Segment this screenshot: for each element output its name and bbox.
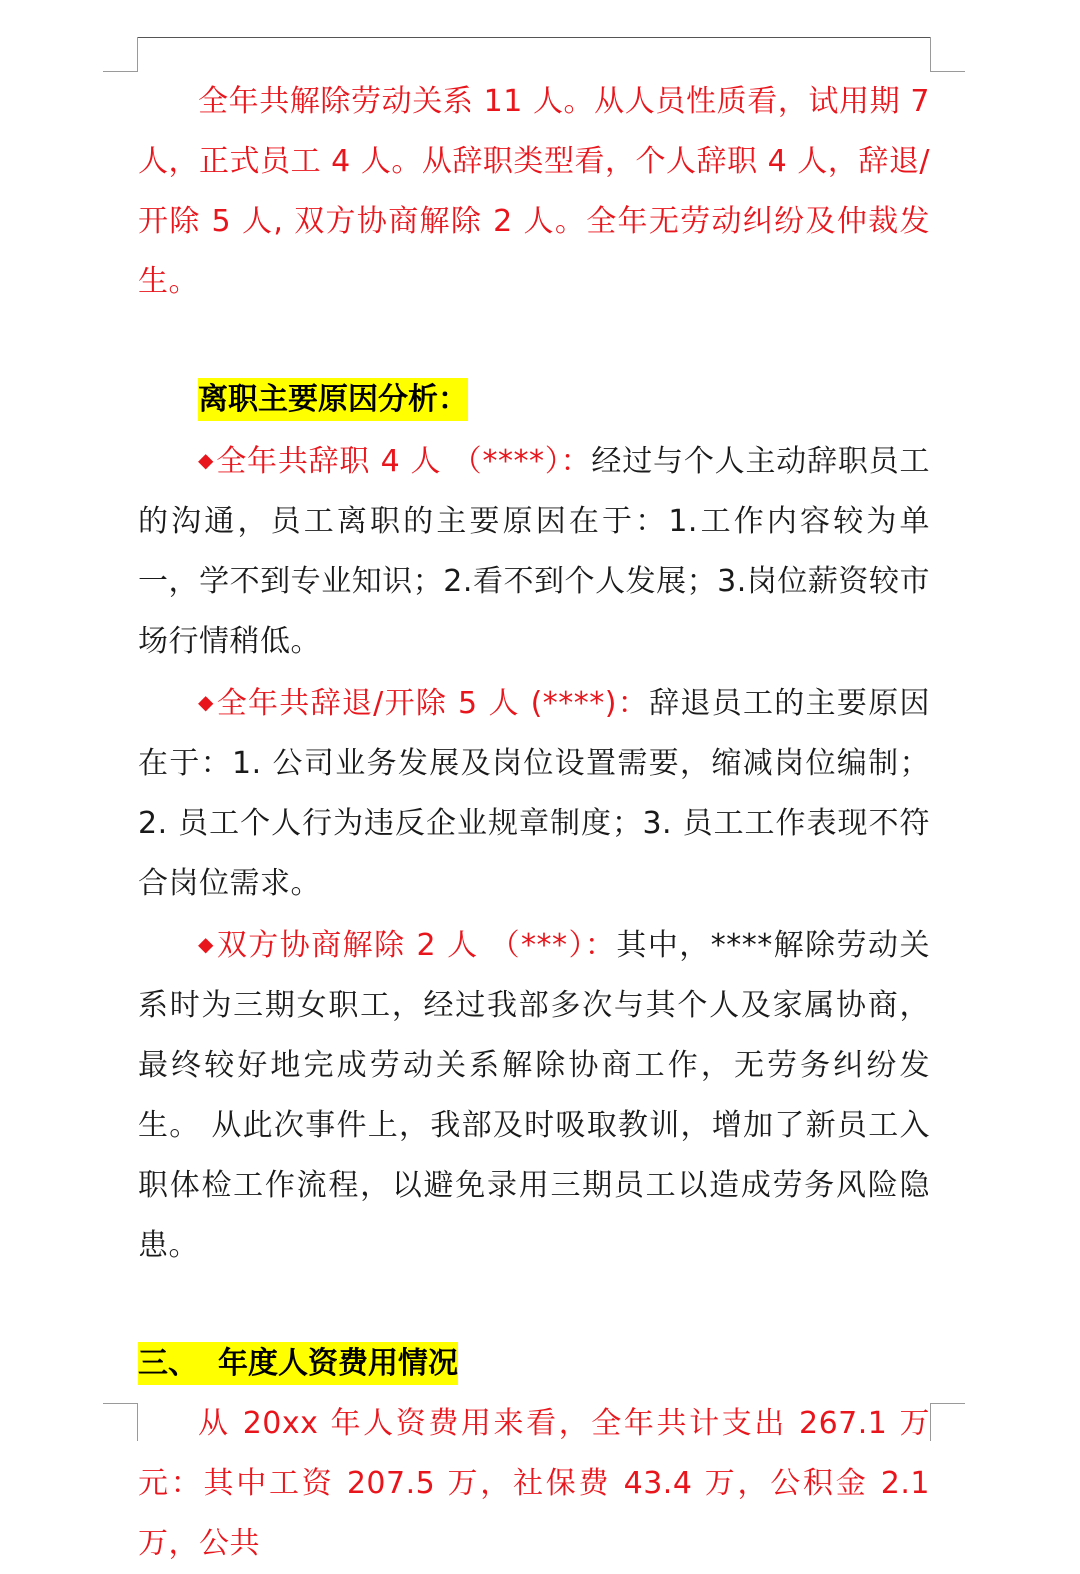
cost-paragraph: 从 20xx 年人资费用来看，全年共计支出 267.1 万元：其中工资 207.5 万，社保费 43.4 万，公积金 2.1 万，公共 [138,1406,930,1561]
resign-text: 经过与个人主动辞职员工的沟通，员工离职的主要原因在于：1.工作内容较为单一，学不到专业知识；2.看不到个人发展；3.岗位薪资较市场行情稍低。 [138,444,931,659]
diamond-bullet-icon: ◆ [198,690,215,714]
reasons-heading-text: 离职主要原因分析： [198,378,468,421]
crop-mark-top-right [930,37,965,72]
dismiss-paragraph [138,672,930,914]
summary-paragraph: 全年共解除劳动关系 11 人。从人员性质看，试用期 7 人，正式员工 4 人。从辞职类型看，个人辞职 4 人，辞退/开除 5 人, 双方协商解除 2 人。全年无劳动纠纷及仲裁发生。 [138,84,930,299]
section-three-heading [138,1334,930,1394]
crop-mark-top-left [103,37,138,72]
resign-label: 全年共辞职 4 人 （****）： [216,444,592,479]
crop-mark-bottom-left [103,1403,138,1441]
diamond-bullet-icon: ◆ [198,448,215,472]
document-body [138,72,930,1574]
dismiss-text: 辞退员工的主要原因在于：1. 公司业务发展及岗位设置需要，缩减岗位编制；2. 员工个人行为违反企业规章制度；3. 员工工作表现不符合岗位需求。 [138,686,930,901]
diamond-bullet-icon: ◆ [198,932,215,956]
section-number: 三、 [138,1346,198,1381]
spacer [138,312,930,370]
mutual-label: 双方协商解除 2 人 （***）： [216,928,617,963]
section-three-heading-highlight [138,1342,458,1385]
section-title: 年度人资费用情况 [218,1346,458,1381]
dismiss-label: 全年共辞退/开除 5 人 (****)： [216,686,650,721]
spacer [138,1276,930,1334]
mutual-text: 其中，****解除劳动关系时为三期女职工，经过我部多次与其个人及家属协商，最终较好地完成劳动关系解除协商工作，无劳务纠纷发生。 从此次事件上，我部及时吸取教训，增加了新员工入职体检工作流程，以避免录用三期员工以造成劳务风险隐患。 [138,928,930,1263]
page-top-border [137,37,930,38]
reasons-heading [138,370,930,430]
resign-paragraph [138,430,930,672]
crop-mark-bottom-right [930,1403,965,1441]
mutual-paragraph [138,914,930,1276]
